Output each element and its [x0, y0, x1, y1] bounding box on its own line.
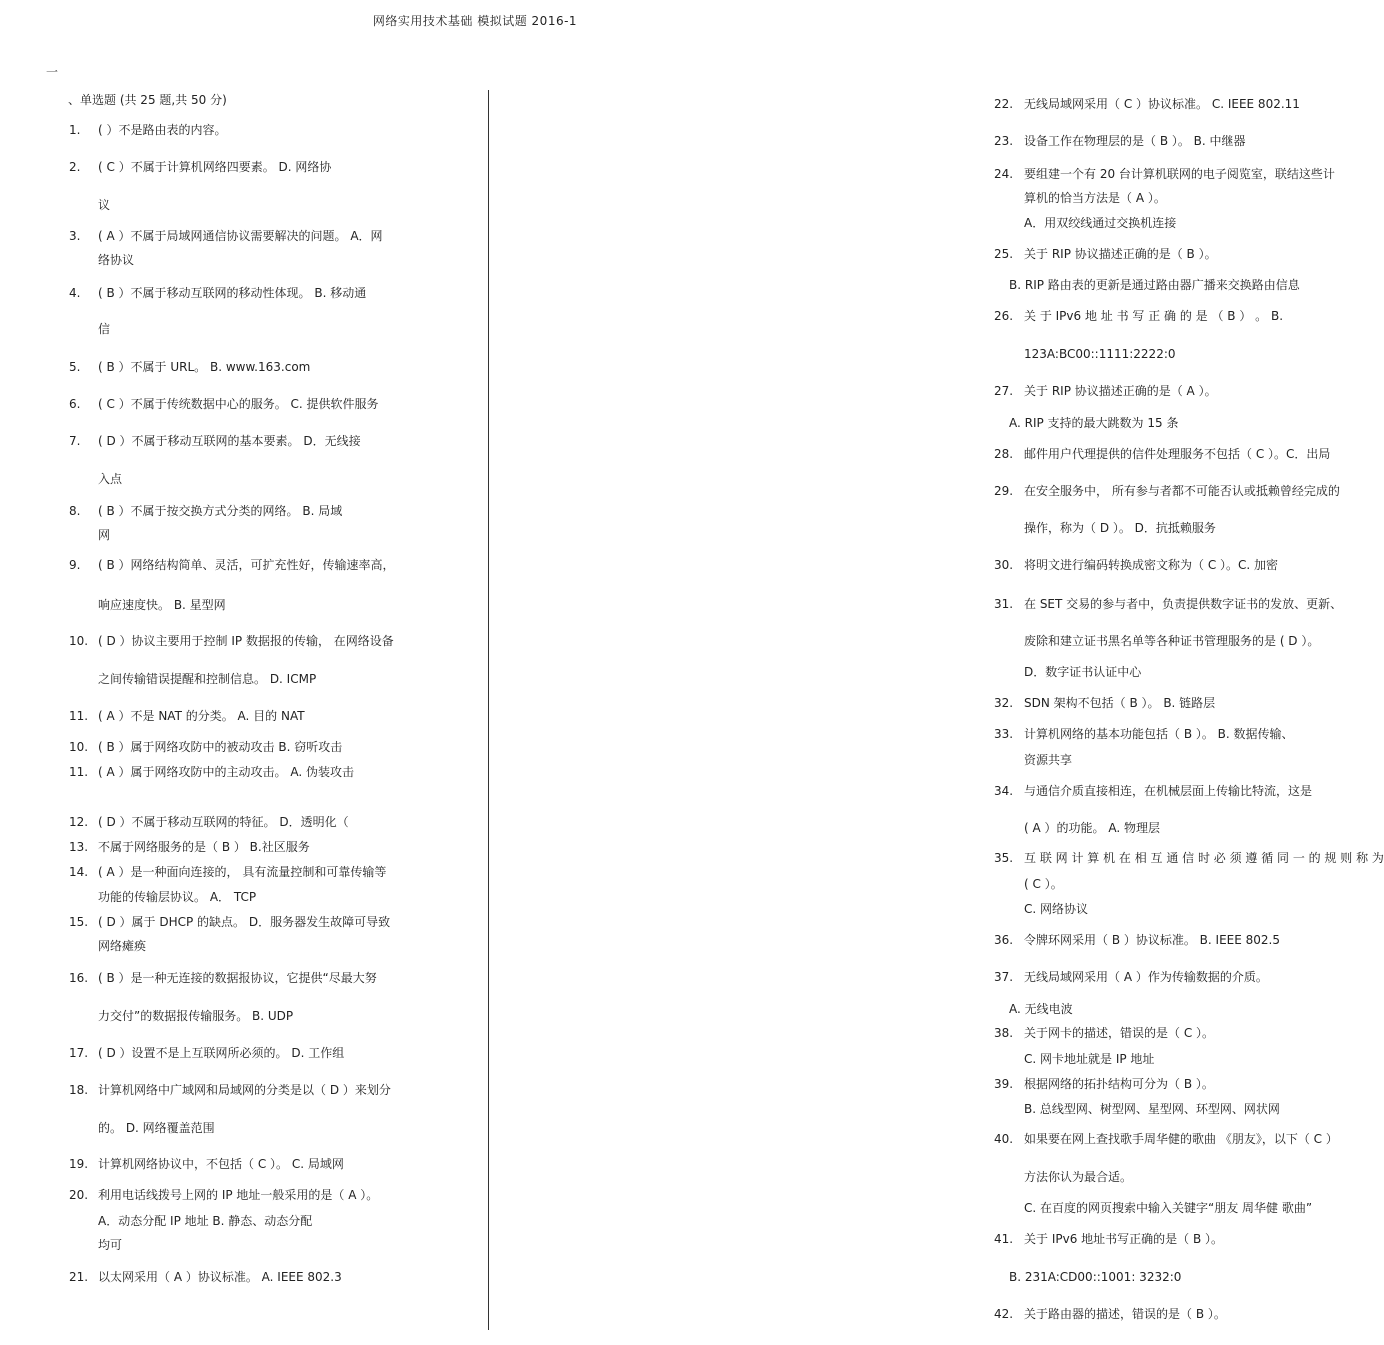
question-text: 123A:BC00::1111:2222:0: [1024, 347, 1176, 361]
question-text: D．数字证书认证中心: [1024, 665, 1142, 679]
question-text: 网络瘫痪: [98, 939, 147, 953]
question-number: 10.: [69, 634, 89, 648]
question-text: 方法你认为最合适。: [1024, 1170, 1133, 1184]
question-number: 41.: [994, 1232, 1014, 1246]
question-number: 23.: [994, 134, 1014, 148]
question-text: ( D ）不属于移动互联网的基本要素。 D．无线接: [98, 434, 361, 448]
question-number: 2.: [69, 160, 81, 174]
question-text: 废除和建立证书黑名单等各种证书管理服务的是 ( D ）。: [1024, 634, 1320, 648]
question-text: ( A ）不属于局域网通信协议需要解决的问题。 A．网: [98, 229, 383, 243]
question-text: 信: [98, 322, 111, 336]
question-number: 22.: [994, 97, 1014, 111]
question-number: 16.: [69, 971, 89, 985]
question-number: 39.: [994, 1077, 1014, 1091]
section-heading: 、单选题 (共 25 题,共 50 分): [68, 93, 227, 107]
question-text: 关于路由器的描述，错误的是（ B ）。: [1024, 1307, 1226, 1321]
question-number: 27.: [994, 384, 1014, 398]
question-text: 之间传输错误提醒和控制信息。 D. ICMP: [98, 672, 317, 686]
question-number: 7.: [69, 434, 81, 448]
question-text: ( B ）是一种无连接的数据报协议，它提供“尽最大努: [98, 971, 377, 985]
question-text: A. 无线电波: [1009, 1002, 1073, 1016]
question-text: ( A ）属于网络攻防中的主动攻击。 A. 伪装攻击: [98, 765, 354, 779]
question-number: 40.: [994, 1132, 1014, 1146]
question-number: 15.: [69, 915, 89, 929]
question-number: 5.: [69, 360, 81, 374]
question-text: A. RIP 支持的最大跳数为 15 条: [1009, 416, 1179, 430]
question-text: 的。 D. 网络覆盖范围: [98, 1121, 215, 1135]
question-text: 算机的恰当方法是（ A ）。: [1024, 191, 1166, 205]
question-number: 37.: [994, 970, 1014, 984]
question-text: 计算机网络的基本功能包括（ B ）。 B. 数据传输、: [1024, 727, 1294, 741]
question-text: 关于 IPv6 地址书写正确的是（ B ）。: [1024, 1232, 1224, 1246]
question-text: A．用双绞线通过交换机连接: [1024, 216, 1177, 230]
question-text: ( B ）属于网络攻防中的被动攻击 B. 窃听攻击: [98, 740, 343, 754]
question-number: 3.: [69, 229, 81, 243]
question-text: 入点: [98, 472, 123, 486]
question-number: 30.: [994, 558, 1014, 572]
question-text: 设备工作在物理层的是（ B ）。 B. 中继器: [1024, 134, 1246, 148]
question-text: 资源共享: [1024, 753, 1073, 767]
question-text: 计算机网络协议中，不包括（ C ）。 C. 局域网: [98, 1157, 344, 1171]
question-number: 12.: [69, 815, 89, 829]
question-text: 关于 RIP 协议描述正确的是（ A ）。: [1024, 384, 1217, 398]
question-text: ( D ）协议主要用于控制 IP 数据报的传输， 在网络设备: [98, 634, 394, 648]
question-number: 13.: [69, 840, 89, 854]
question-number: 9.: [69, 558, 81, 572]
question-text: 令牌环网采用（ B ）协议标准。 B. IEEE 802.5: [1024, 933, 1280, 947]
question-text: ( B ）不属于 URL。 B. www.163.com: [98, 360, 311, 374]
question-number: 20.: [69, 1188, 89, 1202]
question-text: 议: [98, 198, 111, 212]
question-text: 网: [98, 528, 111, 542]
question-number: 34.: [994, 784, 1014, 798]
question-text: C. 在百度的网页搜索中输入关键字“朋友 周华健 歌曲”: [1024, 1201, 1313, 1215]
question-text: 力交付”的数据报传输服务。 B. UDP: [98, 1009, 294, 1023]
page-title: 网络实用技术基础 模拟试题 2016-1: [372, 14, 578, 28]
question-text: ( A ）的功能。 A. 物理层: [1024, 821, 1160, 835]
question-text: 将明文进行编码转换成密文称为（ C ）。C. 加密: [1024, 558, 1279, 572]
question-text: 关 于 IPv6 地 址 书 写 正 确 的 是 （ B ） 。 B.: [1024, 309, 1284, 323]
question-text: ( A ）不是 NAT 的分类。 A. 目的 NAT: [98, 709, 305, 723]
section-mark: 一: [46, 65, 59, 79]
question-text: B. 总线型网、树型网、星型网、环型网、网状网: [1024, 1102, 1280, 1116]
question-text: ( ）不是路由表的内容。: [98, 123, 227, 137]
question-text: 功能的传输层协议。 A． TCP: [98, 890, 257, 904]
question-text: 利用电话线拨号上网的 IP 地址一般采用的是（ A ）。: [98, 1188, 379, 1202]
question-text: ( B ）网络结构简单、灵活，可扩充性好，传输速率高，: [98, 558, 395, 572]
question-text: 在安全服务中， 所有参与者都不可能否认或抵赖曾经完成的: [1024, 484, 1340, 498]
question-text: 无线局域网采用（ A ）作为传输数据的介质。: [1024, 970, 1268, 984]
question-text: ( D ）不属于移动互联网的特征。 D．透明化（: [98, 815, 349, 829]
question-text: ( D ）属于 DHCP 的缺点。 D．服务器发生故障可导致: [98, 915, 391, 929]
question-text: 计算机网络中广域网和局域网的分类是以（ D ）来划分: [98, 1083, 391, 1097]
question-text: 关于 RIP 协议描述正确的是（ B ）。: [1024, 247, 1217, 261]
question-number: 25.: [994, 247, 1014, 261]
question-number: 33.: [994, 727, 1014, 741]
question-number: 31.: [994, 597, 1014, 611]
question-text: 无线局域网采用（ C ）协议标准。 C. IEEE 802.11: [1024, 97, 1300, 111]
question-number: 17.: [69, 1046, 89, 1060]
question-number: 1.: [69, 123, 81, 137]
question-number: 36.: [994, 933, 1014, 947]
question-text: 邮件用户代理提供的信件处理服务不包括（ C ）。C．出局: [1024, 447, 1331, 461]
question-number: 28.: [994, 447, 1014, 461]
question-text: A．动态分配 IP 地址 B. 静态、动态分配: [98, 1214, 313, 1228]
question-text: ( C ）不属于计算机网络四要素。 D. 网络协: [98, 160, 332, 174]
question-text: 响应速度快。 B. 星型网: [98, 598, 226, 612]
question-text: 以太网采用（ A ）协议标准。 A. IEEE 802.3: [98, 1270, 342, 1284]
question-text: ( B ）不属于按交换方式分类的网络。 B. 局域: [98, 504, 343, 518]
question-text: C. 网卡地址就是 IP 地址: [1024, 1052, 1155, 1066]
question-number: 42.: [994, 1307, 1014, 1321]
question-text: 互 联 网 计 算 机 在 相 互 通 信 时 必 须 遵 循 同 一 的 规 则 称 为: [1024, 851, 1384, 865]
question-number: 21.: [69, 1270, 89, 1284]
question-number: 8.: [69, 504, 81, 518]
question-number: 11.: [69, 765, 89, 779]
question-number: 11.: [69, 709, 89, 723]
question-number: 35.: [994, 851, 1014, 865]
question-text: 如果要在网上查找歌手周华健的歌曲 《朋友》，以下（ C ）: [1024, 1132, 1338, 1146]
question-number: 26.: [994, 309, 1014, 323]
question-number: 29.: [994, 484, 1014, 498]
question-text: B. RIP 路由表的更新是通过路由器广播来交换路由信息: [1009, 278, 1300, 292]
question-text: B. 231A:CD00::1001: 3232:0: [1009, 1270, 1182, 1284]
question-text: 在 SET 交易的参与者中，负责提供数字证书的发放、更新、: [1024, 597, 1343, 611]
question-number: 24.: [994, 167, 1014, 181]
question-text: 关于网卡的描述，错误的是（ C ）。: [1024, 1026, 1215, 1040]
question-number: 19.: [69, 1157, 89, 1171]
question-text: 络协议: [98, 253, 135, 267]
question-number: 38.: [994, 1026, 1014, 1040]
question-text: 均可: [98, 1238, 123, 1252]
question-number: 6.: [69, 397, 81, 411]
column-divider: [488, 90, 489, 1330]
question-number: 18.: [69, 1083, 89, 1097]
question-number: 32.: [994, 696, 1014, 710]
question-text: ( B ）不属于移动互联网的移动性体现。 B. 移动通: [98, 286, 367, 300]
question-text: ( D ）设置不是上互联网所必须的。 D. 工作组: [98, 1046, 345, 1060]
question-number: 4.: [69, 286, 81, 300]
question-text: ( C ）不属于传统数据中心的服务。 C. 提供软件服务: [98, 397, 379, 411]
question-text: ( A ）是一种面向连接的， 具有流量控制和可靠传输等: [98, 865, 387, 879]
question-number: 10.: [69, 740, 89, 754]
question-text: 操作，称为（ D ）。 D．抗抵赖服务: [1024, 521, 1216, 535]
question-text: C. 网络协议: [1024, 902, 1089, 916]
question-text: 与通信介质直接相连，在机械层面上传输比特流，这是: [1024, 784, 1313, 798]
question-text: 根据网络的拓扑结构可分为（ B ）。: [1024, 1077, 1214, 1091]
question-text: 要组建一个有 20 台计算机联网的电子阅览室，联结这些计: [1024, 167, 1335, 181]
question-text: SDN 架构不包括（ B ）。 B. 链路层: [1024, 696, 1216, 710]
question-text: ( C ）。: [1024, 877, 1063, 891]
question-number: 14.: [69, 865, 89, 879]
question-text: 不属于网络服务的是（ B ） B.社区服务: [98, 840, 310, 854]
